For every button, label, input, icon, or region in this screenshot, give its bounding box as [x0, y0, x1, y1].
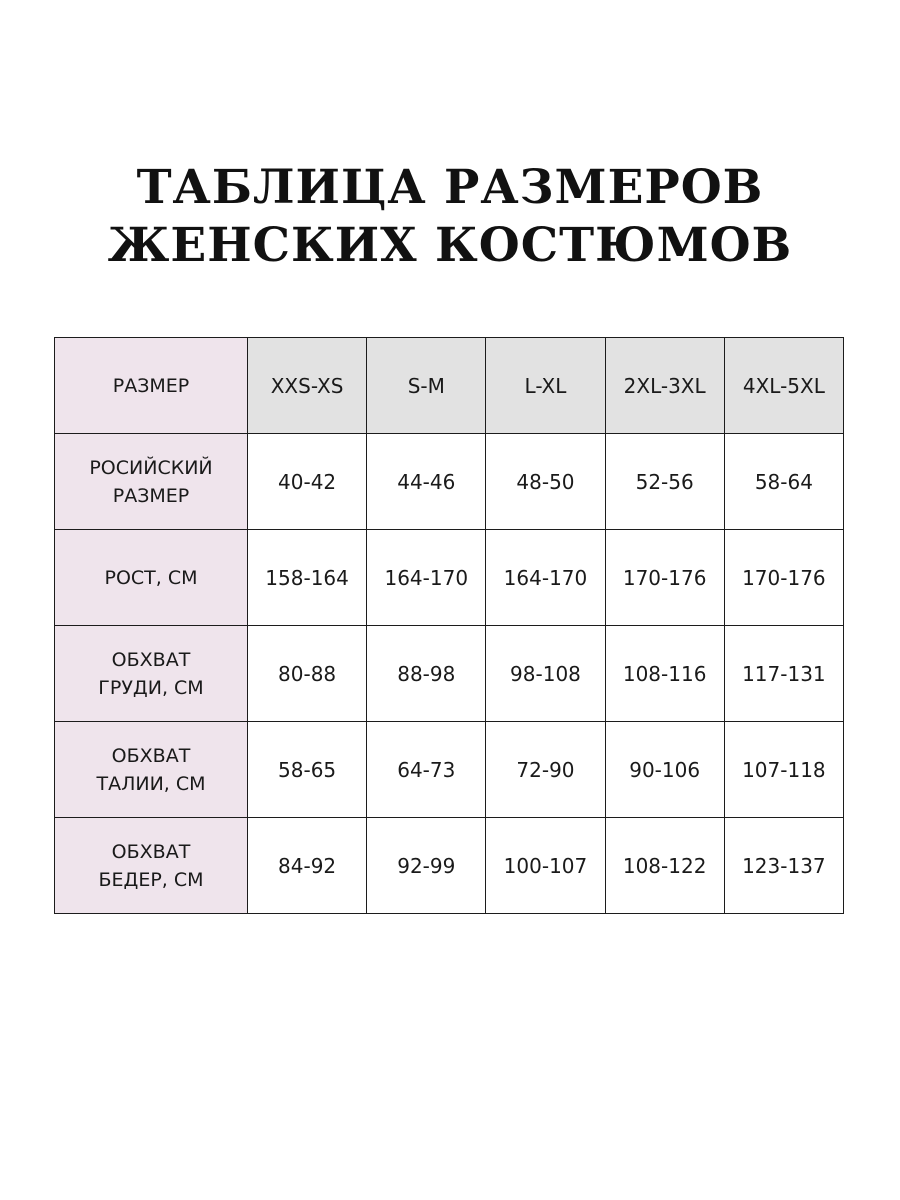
table-header-row [55, 338, 844, 434]
table-cell: 92-99 [367, 818, 486, 914]
table-row [55, 818, 844, 914]
table-cell: 107-118 [724, 722, 843, 818]
column-header: S-M [367, 338, 486, 434]
table-cell: 164-170 [367, 530, 486, 626]
row-label-line: РОСИЙСКИЙ [89, 456, 213, 479]
table-cell: 98-108 [486, 626, 605, 722]
row-label [55, 434, 248, 530]
row-label-line: ГРУДИ, СМ [98, 676, 204, 699]
table-cell: 170-176 [724, 530, 843, 626]
row-label [55, 722, 248, 818]
row-label [55, 626, 248, 722]
column-header: L-XL [486, 338, 605, 434]
table-cell: 58-65 [248, 722, 367, 818]
table-cell: 48-50 [486, 434, 605, 530]
row-label-line: РОСТ, СМ [104, 566, 198, 589]
row-label-line: ОБХВАТ [111, 648, 191, 671]
table-cell: 90-106 [605, 722, 724, 818]
size-table [54, 337, 844, 914]
table-corner-label: РАЗМЕР [55, 338, 248, 434]
table-cell: 170-176 [605, 530, 724, 626]
row-label-line: ТАЛИИ, СМ [96, 772, 206, 795]
table-cell: 123-137 [724, 818, 843, 914]
table-cell: 80-88 [248, 626, 367, 722]
table-cell: 100-107 [486, 818, 605, 914]
title-line-1: ТАБЛИЦА РАЗМЕРОВ [136, 160, 764, 216]
table-cell: 58-64 [724, 434, 843, 530]
table-cell: 64-73 [367, 722, 486, 818]
table-row [55, 722, 844, 818]
table-cell: 158-164 [248, 530, 367, 626]
row-label-line: ОБХВАТ [111, 744, 191, 767]
table-row [55, 434, 844, 530]
table-row [55, 530, 844, 626]
title-line-2: ЖЕНСКИХ КОСТЮМОВ [107, 218, 793, 274]
column-header: 4XL-5XL [724, 338, 843, 434]
table-row [55, 626, 844, 722]
table-cell: 108-122 [605, 818, 724, 914]
table-cell: 44-46 [367, 434, 486, 530]
table-cell: 40-42 [248, 434, 367, 530]
table-cell: 117-131 [724, 626, 843, 722]
table-cell: 88-98 [367, 626, 486, 722]
row-label-line: ОБХВАТ [111, 840, 191, 863]
table-cell: 108-116 [605, 626, 724, 722]
table-cell: 52-56 [605, 434, 724, 530]
row-label [55, 530, 248, 626]
row-label-line: РАЗМЕР [112, 484, 190, 507]
column-header: XXS-XS [248, 338, 367, 434]
table-cell: 84-92 [248, 818, 367, 914]
table-cell: 164-170 [486, 530, 605, 626]
table-cell: 72-90 [486, 722, 605, 818]
row-label-line: БЕДЕР, СМ [98, 868, 204, 891]
column-header: 2XL-3XL [605, 338, 724, 434]
row-label [55, 818, 248, 914]
page-title [0, 159, 900, 275]
